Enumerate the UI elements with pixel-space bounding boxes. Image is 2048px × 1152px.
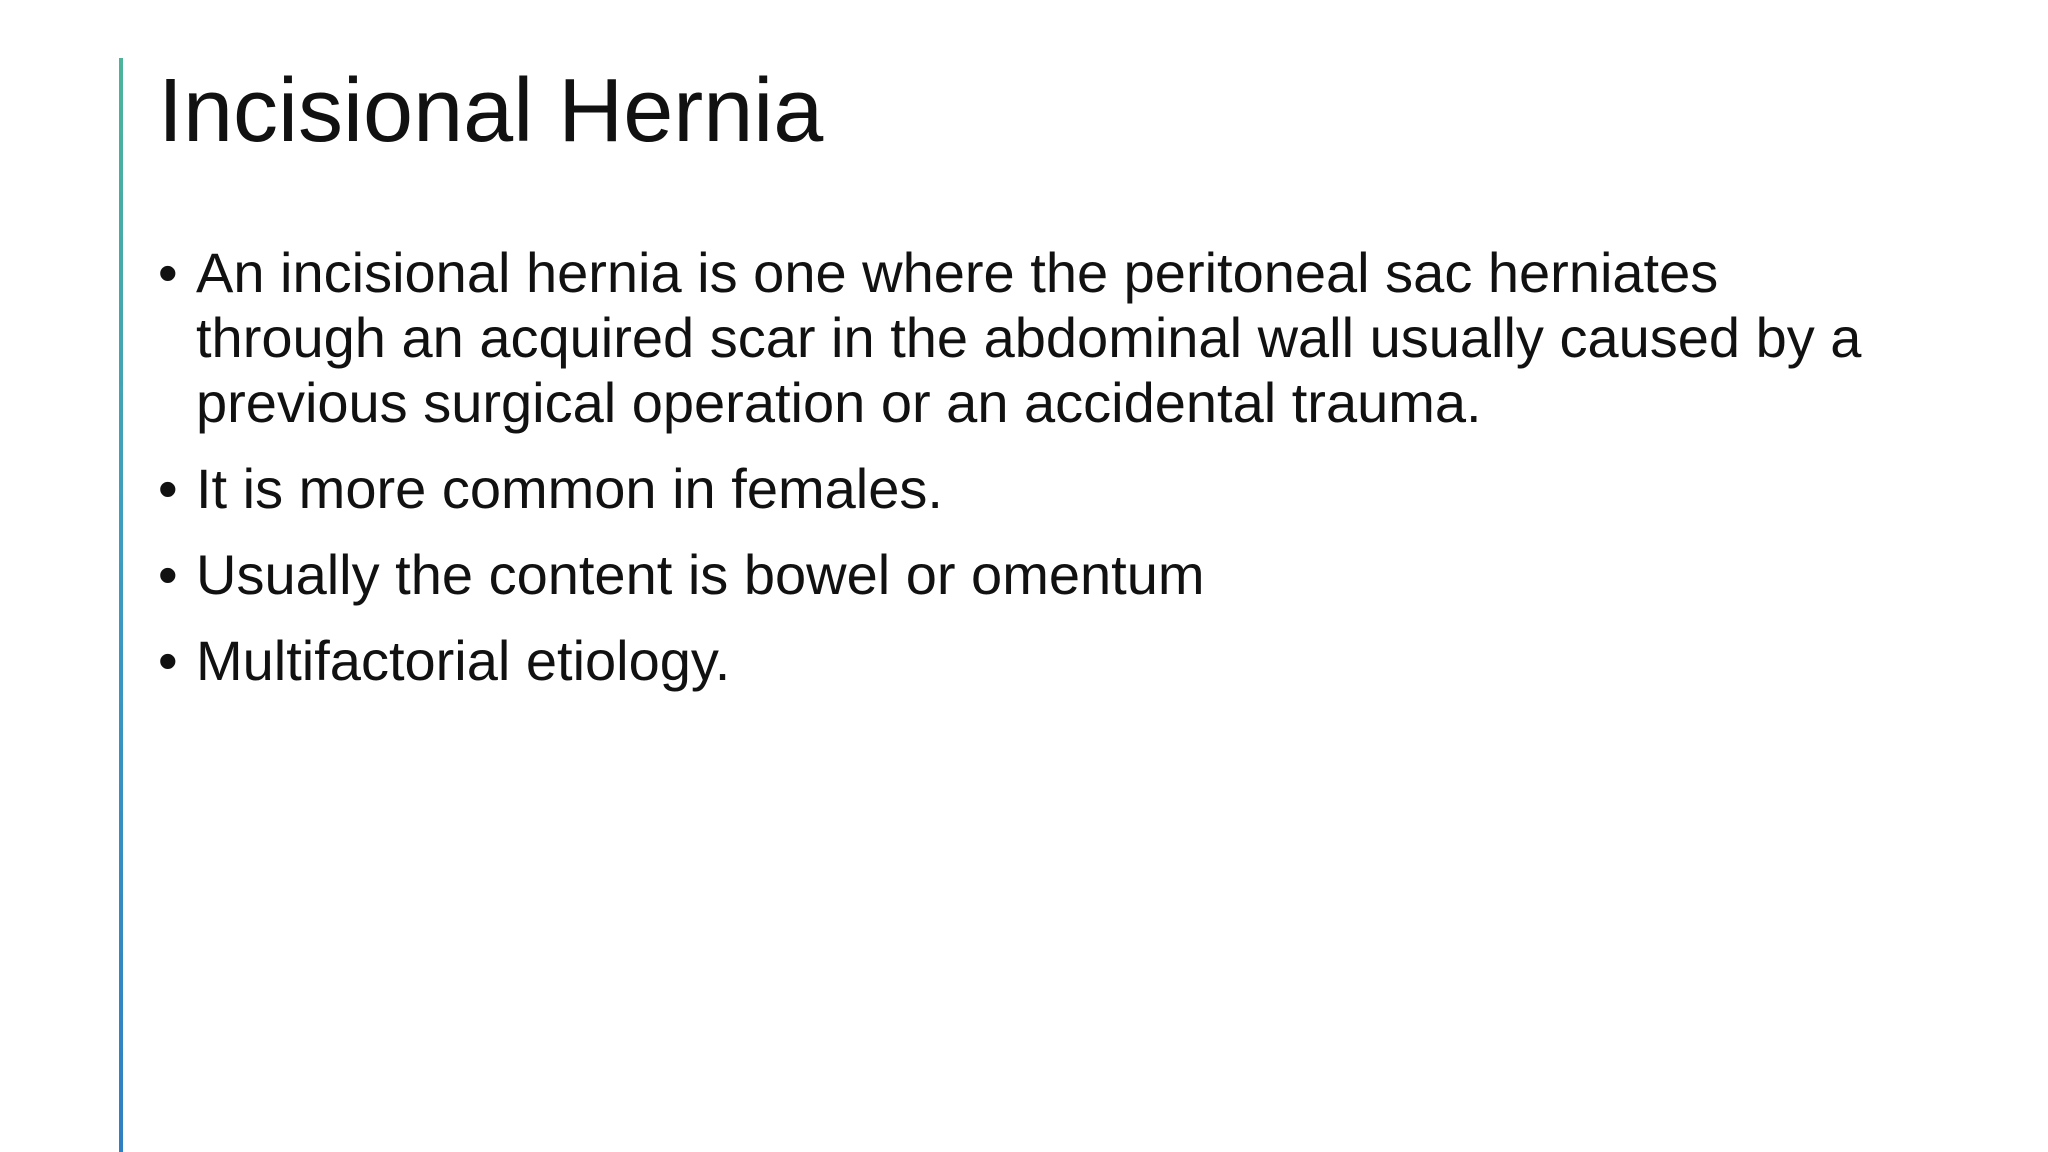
bullet-text: An incisional hernia is one where the peritoneal sac herniates through an acquired scar in the abdominal wall usually caused by a previous surgical operation or an accidental trauma.	[196, 241, 1862, 434]
bullet-item	[158, 628, 1918, 693]
bullet-item	[158, 542, 1918, 607]
slide-title: Incisional Hernia	[158, 61, 824, 161]
bullet-dot: •	[158, 543, 178, 606]
bullet-text: Usually the content is bowel or omentum	[196, 543, 1205, 606]
bullet-item	[158, 240, 1918, 435]
bullet-item	[158, 456, 1918, 521]
bullet-dot: •	[158, 241, 178, 304]
bullet-dot: •	[158, 457, 178, 520]
bullet-dot: •	[158, 629, 178, 692]
accent-bar	[119, 58, 123, 1152]
bullet-text: Multifactorial etiology.	[196, 629, 731, 692]
bullet-list	[158, 240, 1918, 714]
bullet-text: It is more common in females.	[196, 457, 943, 520]
